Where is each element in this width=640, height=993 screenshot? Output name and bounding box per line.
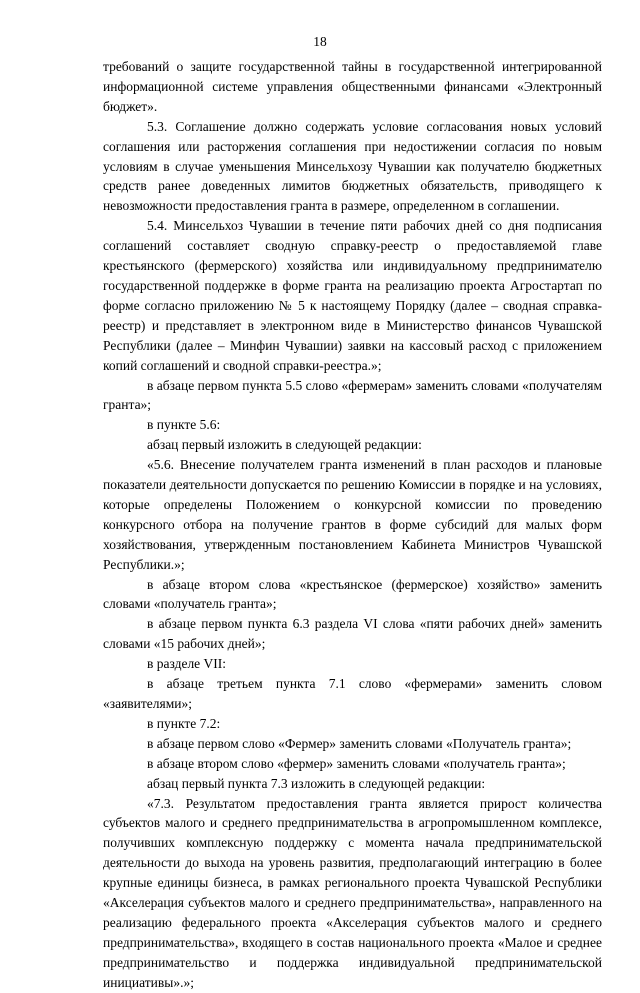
paragraph-5-3: 5.3. Соглашение должно содержать условие согласования новых условий соглашения или расторжения соглашения при недостижении согласия по новым условиям в случае уменьшения Минсельхозу Чувашии как получателю бюджетных средств ранее доведенных лимитов бюджетных обязательств, приводящего к невозможности предоставления гранта в размере, определенном в соглашении. xyxy=(103,118,602,214)
paragraph-7-3-heading: абзац первый пункта 7.3 изложить в следующей редакции: xyxy=(147,775,486,791)
paragraph-5-4: 5.4. Минсельхоз Чувашии в течение пяти рабочих дней со дня подписания соглашений составляет сводную справку-реестр о предоставляемой главе крестьянского (фермерского) хозяйства или индивидуальному предпринимателю государственной поддержке в форме гранта на реализацию проекта Агростартап по форме согласно приложению № 5 к настоящему Порядку (далее – сводная справка-реестр) и представляет в электронном виде в Министерство финансов Чувашской Республики (далее – Минфин Чувашии) заявки на кассовый расход с приложением копий соглашений и сводной справки-реестра.»; xyxy=(103,218,602,373)
paragraph-6-3-amendment: в абзаце первом пункта 6.3 раздела VI слова «пяти рабочих дней» заменить словами «15 рабочих дней»; xyxy=(103,616,602,652)
paragraph-7-3-new-text: «7.3. Результатом предоставления гранта является прирост количества субъектов малого и среднего предпринимательства в агропромышленном комплексе, получивших комплексную поддержку с момента начала предпринимательской деятельности до выхода на уровень развития, предполагающий интеграцию в более крупные единицы бизнеса, в рамках регионального проекта Чувашской Республики «Акселерация субъектов малого и среднего предпринимательства», направленного на реализацию федерального проекта «Акселерация субъектов малого и среднего предпринимательства», входящего в состав национального проекта «Малое и среднее предпринимательство и поддержка индивидуальной предпринимательской инициативы».»; xyxy=(103,795,602,990)
paragraph-5-6-heading: в пункте 5.6: xyxy=(147,417,221,433)
paragraph-5-6-first-abzac: абзац первый изложить в следующей редакции: xyxy=(147,437,422,453)
page-number: 18 xyxy=(313,34,327,49)
paragraph-7-2-first-abzac: в абзаце первом слово «Фермер» заменить словами «Получатель гранта»; xyxy=(147,735,572,751)
paragraph-section-vii: в разделе VII: xyxy=(147,656,227,672)
paragraph-7-1-amendment: в абзаце третьем пункта 7.1 слово «фермерами» заменить словом «заявителями»; xyxy=(103,676,602,711)
paragraph-7-2-second-abzac: в абзаце втором слово «фермер» заменить словами «получатель гранта»; xyxy=(147,755,566,771)
paragraph-continuation: требований о защите государственной тайны в государственной интегрированной информационной системе управления общественными финансами «Электронный бюджет». xyxy=(103,59,602,114)
paragraph-7-2-heading: в пункте 7.2: xyxy=(147,715,221,731)
document-body xyxy=(103,57,602,993)
paragraph-5-6-second-abzac: в абзаце втором слова «крестьянское (фермерское) хозяйство» заменить словами «получатель гранта»; xyxy=(103,576,602,612)
paragraph-5-5-amendment: в абзаце первом пункта 5.5 слово «фермерам» заменить словами «получателям гранта»; xyxy=(103,377,602,413)
paragraph-5-6-new-text: «5.6. Внесение получателем гранта изменений в план расходов и плановые показатели деятельности допускается по решению Комиссии в порядке и на условиях, которые определены Положением о конкурсной комиссии по проведению конкурсного отбора на получение грантов в форме субсидий для малых форм хозяйствования, утвержденным постановлением Кабинета Министров Чувашской Республики.»; xyxy=(103,457,602,572)
